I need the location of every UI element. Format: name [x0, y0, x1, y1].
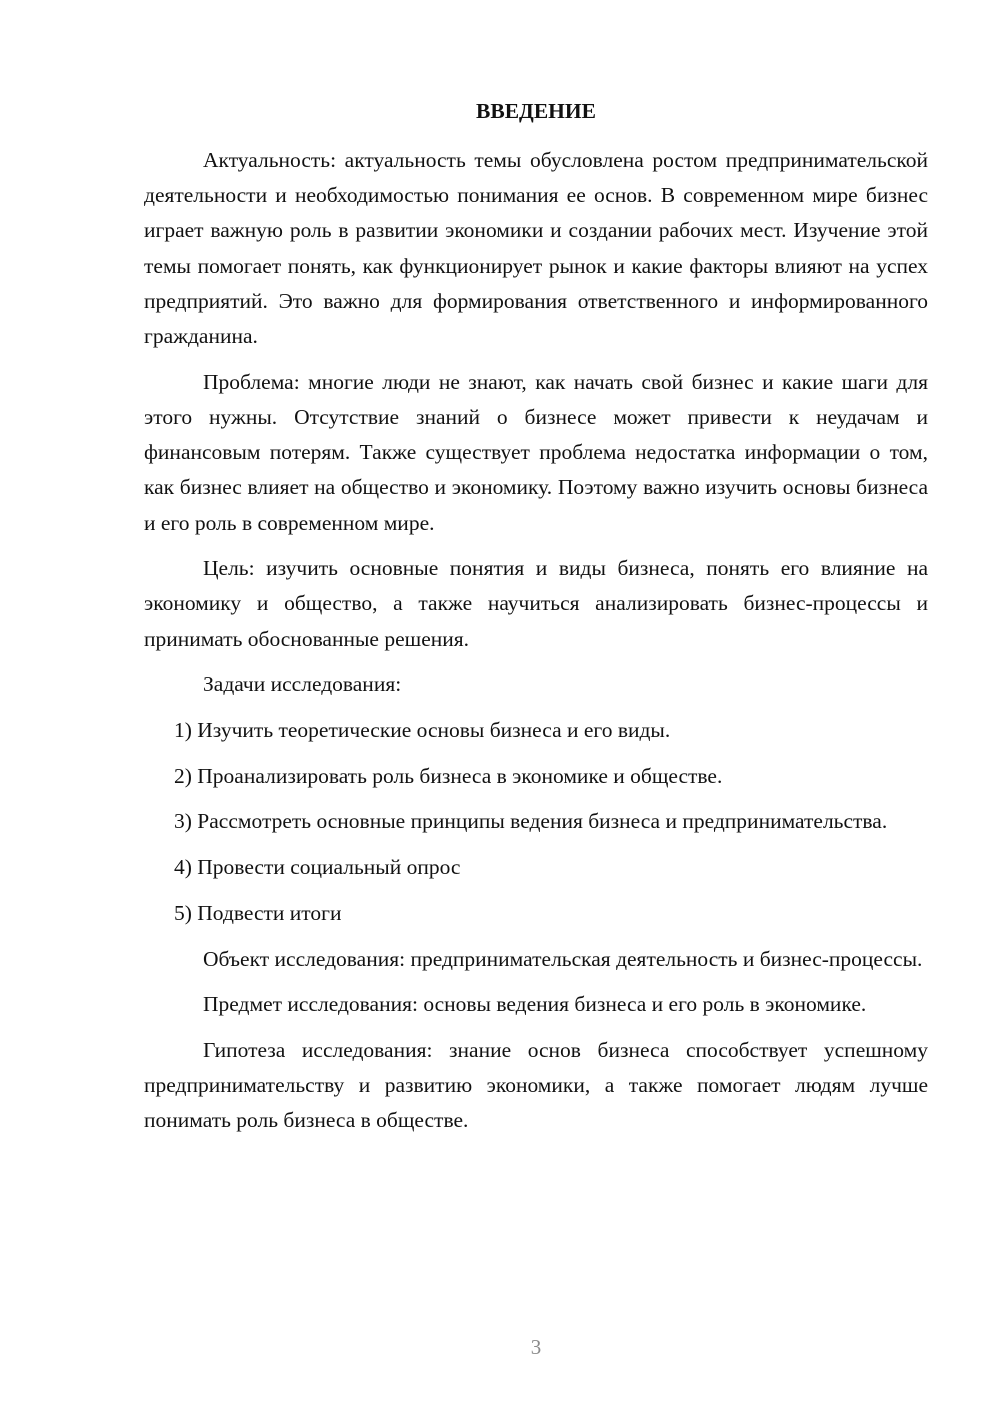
task-item-2: 2) Проанализировать роль бизнеса в экономике и обществе. [174, 763, 723, 788]
tasks-heading: Задачи исследования: [203, 672, 402, 697]
paragraph-problem: Проблема: многие люди не знают, как начать свой бизнес и какие шаги для этого нужны. Отсутствие знаний о бизнесе может привести к неудачам и финансовым потерям. Также существует проблема недостатка информации о том, как бизнес влияет на общество и экономику. Поэтому важно изучить основы бизнеса и его роль в современном мире. [144, 369, 928, 535]
page-number: 3 [530, 1335, 542, 1359]
task-item-5: 5) Подвести итоги [174, 900, 342, 925]
task-item-4: 4) Провести социальный опрос [174, 855, 461, 880]
paragraph-goal: Цель: изучить основные понятия и виды бизнеса, понять его влияние на экономику и общество, а также научиться анализировать бизнес-процессы и принимать обоснованные решения. [144, 556, 928, 651]
task-item-1: 1) Изучить теоретические основы бизнеса и его виды. [174, 718, 671, 743]
task-item-3: 3) Рассмотреть основные принципы ведения бизнеса и предпринимательства. [174, 809, 888, 834]
paragraph-relevance: Актуальность: актуальность темы обусловлена ростом предпринимательской деятельности и необходимостью понимания ее основ. В современном мире бизнес играет важную роль в развитии экономики и создании рабочих мест. Изучение этой темы помогает понять, как функционирует рынок и какие факторы влияют на успех предприятий. Это важно для формирования ответственного и информированного гражданина. [144, 148, 928, 349]
page-content [144, 94, 928, 1139]
paragraph-subject: Предмет исследования: основы ведения бизнеса и его роль в экономике. [203, 992, 867, 1017]
paragraph-object: Объект исследования: предпринимательская деятельность и бизнес-процессы. [203, 946, 923, 971]
paragraph-hypothesis: Гипотеза исследования: знание основ бизнеса способствует успешному предпринимательству и развитию экономики, а также помогает людям лучше понимать роль бизнеса в обществе. [144, 1037, 928, 1133]
section-title: ВВЕДЕНИЕ [476, 99, 596, 123]
